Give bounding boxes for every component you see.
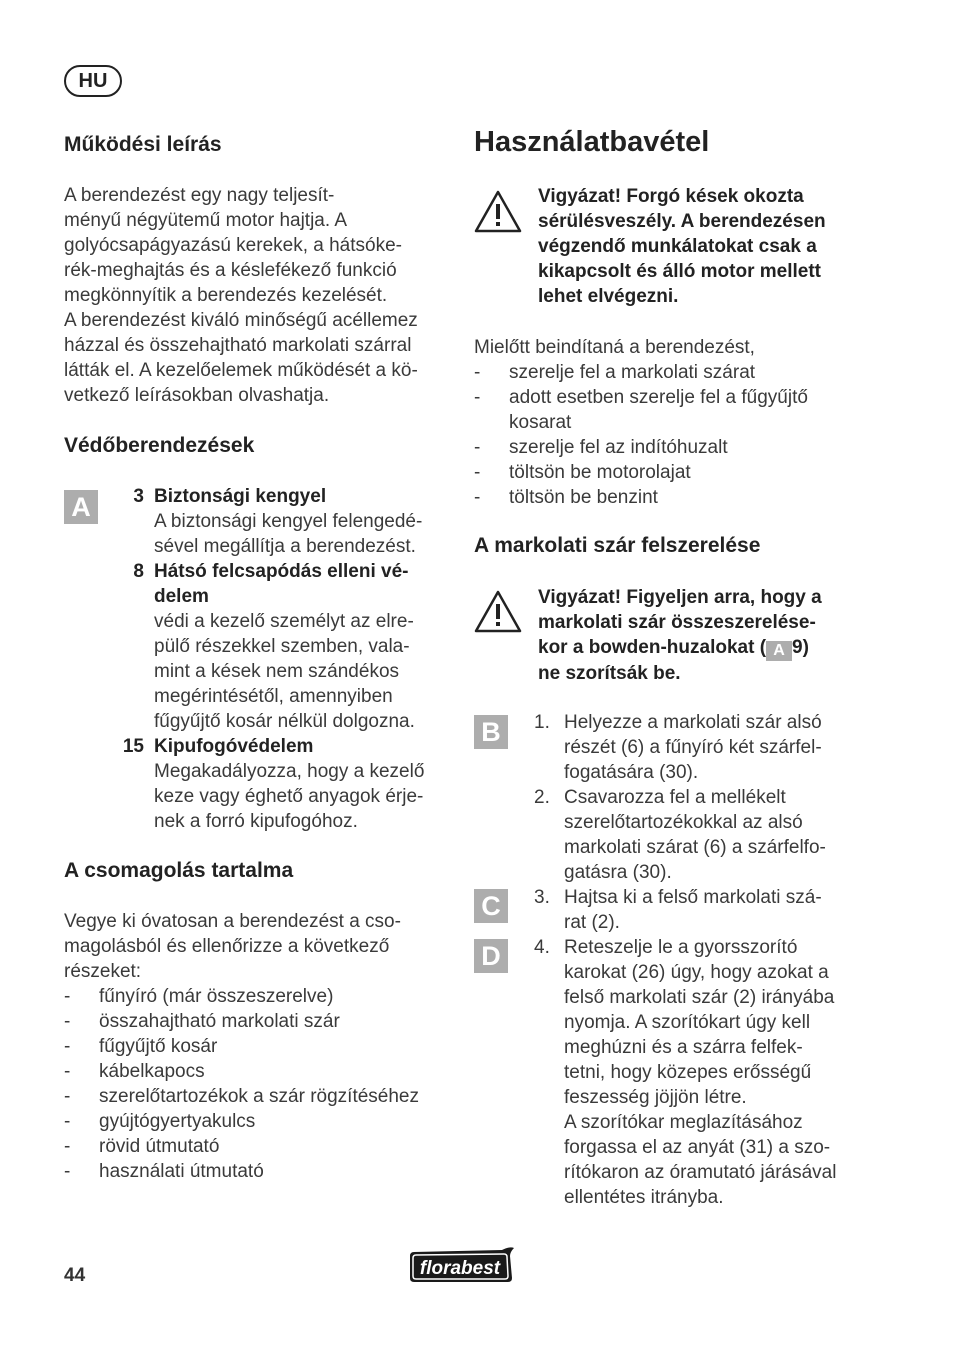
section-title-handle-assembly: A markolati szár felszerelése xyxy=(474,534,761,557)
list-item: 8 Hátsó felcsapódás elleni vé- xyxy=(133,561,409,582)
figure-badge-c: C xyxy=(474,889,508,923)
preparation-list: - szerelje fel a markolati szárat - adott esetben szerelje fel a fűgyűjtő kosarat - szerelje fel az indítóhuzalt - töltsön be motorolajat - töltsön be benzint xyxy=(474,360,874,510)
figure-badge-d: D xyxy=(474,939,508,973)
list-item: - összahajtható markolati szár xyxy=(64,1011,340,1032)
figure-badge-a: A xyxy=(64,490,98,524)
safety-devices-list: 3 Biztonsági kengyel A biztonsági kengyel felengedé- sével megállítja a berendezést. 8 Hátsó felcsapódás elleni vé- delem védi a kezelő személyt az elre- pülő részekkel szemben, vala- mint a kések nem szándékos megérintésétől, amennyiben fűgyűjtő kosár nélkül dolgozna. 15 Kipufogóvédelem Megakadályozza, hogy a kezelő keze vagy éghető anyagok érje- nek a forró kipufogóhoz. xyxy=(100,484,450,834)
warning-rotating-blades: Vigyázat! Forgó kések okozta sérülésveszély. A berendezésen végzendő munkálatokat csak a kikapcsolt és álló motor mellett lehet elvégezni. xyxy=(538,186,826,307)
list-item: - szerelőtartozékok a szár rögzítéséhez xyxy=(64,1086,419,1107)
list-item: - töltsön be motorolajat xyxy=(474,462,691,483)
list-item: - kábelkapocs xyxy=(64,1061,205,1082)
step-item: 4. Reteszelje le a gyorsszorító xyxy=(534,937,798,958)
list-item: - töltsön be benzint xyxy=(474,487,658,508)
list-item: - fűgyűjtő kosár xyxy=(64,1036,218,1057)
assembly-steps: 1. Helyezze a markolati szár alsó részét (6) a fűnyíró két szárfel- fogatására (30). 2. Csavarozza fel a mellékelt szerelőtartozékokkal az alsó markolati szárat (6) a szárfelfo- gatásra (30). 3. Hajtsa ki a felső markolati szá- rat (2). 4. Reteszelje le a gyorsszorító karokat (26) úgy, hogy azokat a felső markolati szár (2) irányába nyomja. A szorítókart úgy kell meghúzni és a szárra felfek- tetni, hogy közepes erősségű feszesség jöjjön létre. A szorítókar meglazításához forgassa el az anyát (31) a szo- rítókaron az óramutató járásával ellentétes itrányba. xyxy=(520,710,870,1210)
warning-triangle-icon xyxy=(474,590,522,633)
language-badge: HU xyxy=(64,65,122,97)
list-item: - fűnyíró (már összeszerelve) xyxy=(64,986,334,1007)
page-number: 44 xyxy=(64,1265,86,1286)
preparation-intro: Mielőtt beindítaná a berendezést, xyxy=(474,337,755,358)
list-item: - használati útmutató xyxy=(64,1161,264,1182)
step-item: 2. Csavarozza fel a mellékelt xyxy=(534,787,786,808)
figure-badge-a-inline: A xyxy=(766,641,792,661)
section-title-safety-devices: Védőberendezések xyxy=(64,434,255,457)
list-item: - szerelje fel a markolati szárat xyxy=(474,362,756,383)
florabest-logo xyxy=(406,1244,518,1286)
list-item: 3 Biztonsági kengyel xyxy=(133,486,327,507)
page-title: Használatbavétel xyxy=(474,126,710,158)
description-paragraph: A berendezést egy nagy teljesít- ményű négyütemű motor hajtja. A golyócsapágyazású kerekek, a hátsóke- rék-meghajtás és a késlefékező funkció megkönnyítik a berendezés kezelését. A berendezést kiváló minőségű acéllemez házzal és összehajtható markolati szárral látták el. A kezelőelemek működését a kö- vetkező leírásokban olvashatja. xyxy=(64,185,418,406)
section-title-package-contents: A csomagolás tartalma xyxy=(64,859,294,882)
section-title-description: Működési leírás xyxy=(64,133,222,156)
step-item: 1. Helyezze a markolati szár alsó xyxy=(534,712,822,733)
figure-badge-b: B xyxy=(474,715,508,749)
package-intro: Vegye ki óvatosan a berendezést a cso- magolásból és ellenőrizze a következő részeket: xyxy=(64,911,401,982)
svg-text:florabest: florabest xyxy=(419,1258,501,1279)
list-item: - adott esetben szerelje fel a fűgyűjtő xyxy=(474,387,808,408)
warning-triangle-icon xyxy=(474,190,522,233)
list-item: 15 Kipufogóvédelem xyxy=(122,736,314,757)
package-contents-list xyxy=(64,984,454,1184)
list-item: - szerelje fel az indítóhuzalt xyxy=(474,437,728,458)
list-item: - gyújtógyertyakulcs xyxy=(64,1111,256,1132)
warning-bowden-cables: Vigyázat! Figyeljen arra, hogy a markolati szár összeszerelése- kor a bowden-huzalokat ( A 9) ne szorítsák be. xyxy=(538,587,822,684)
list-item: - rövid útmutató xyxy=(64,1136,220,1157)
step-item: 3. Hajtsa ki a felső markolati szá- xyxy=(534,887,822,908)
